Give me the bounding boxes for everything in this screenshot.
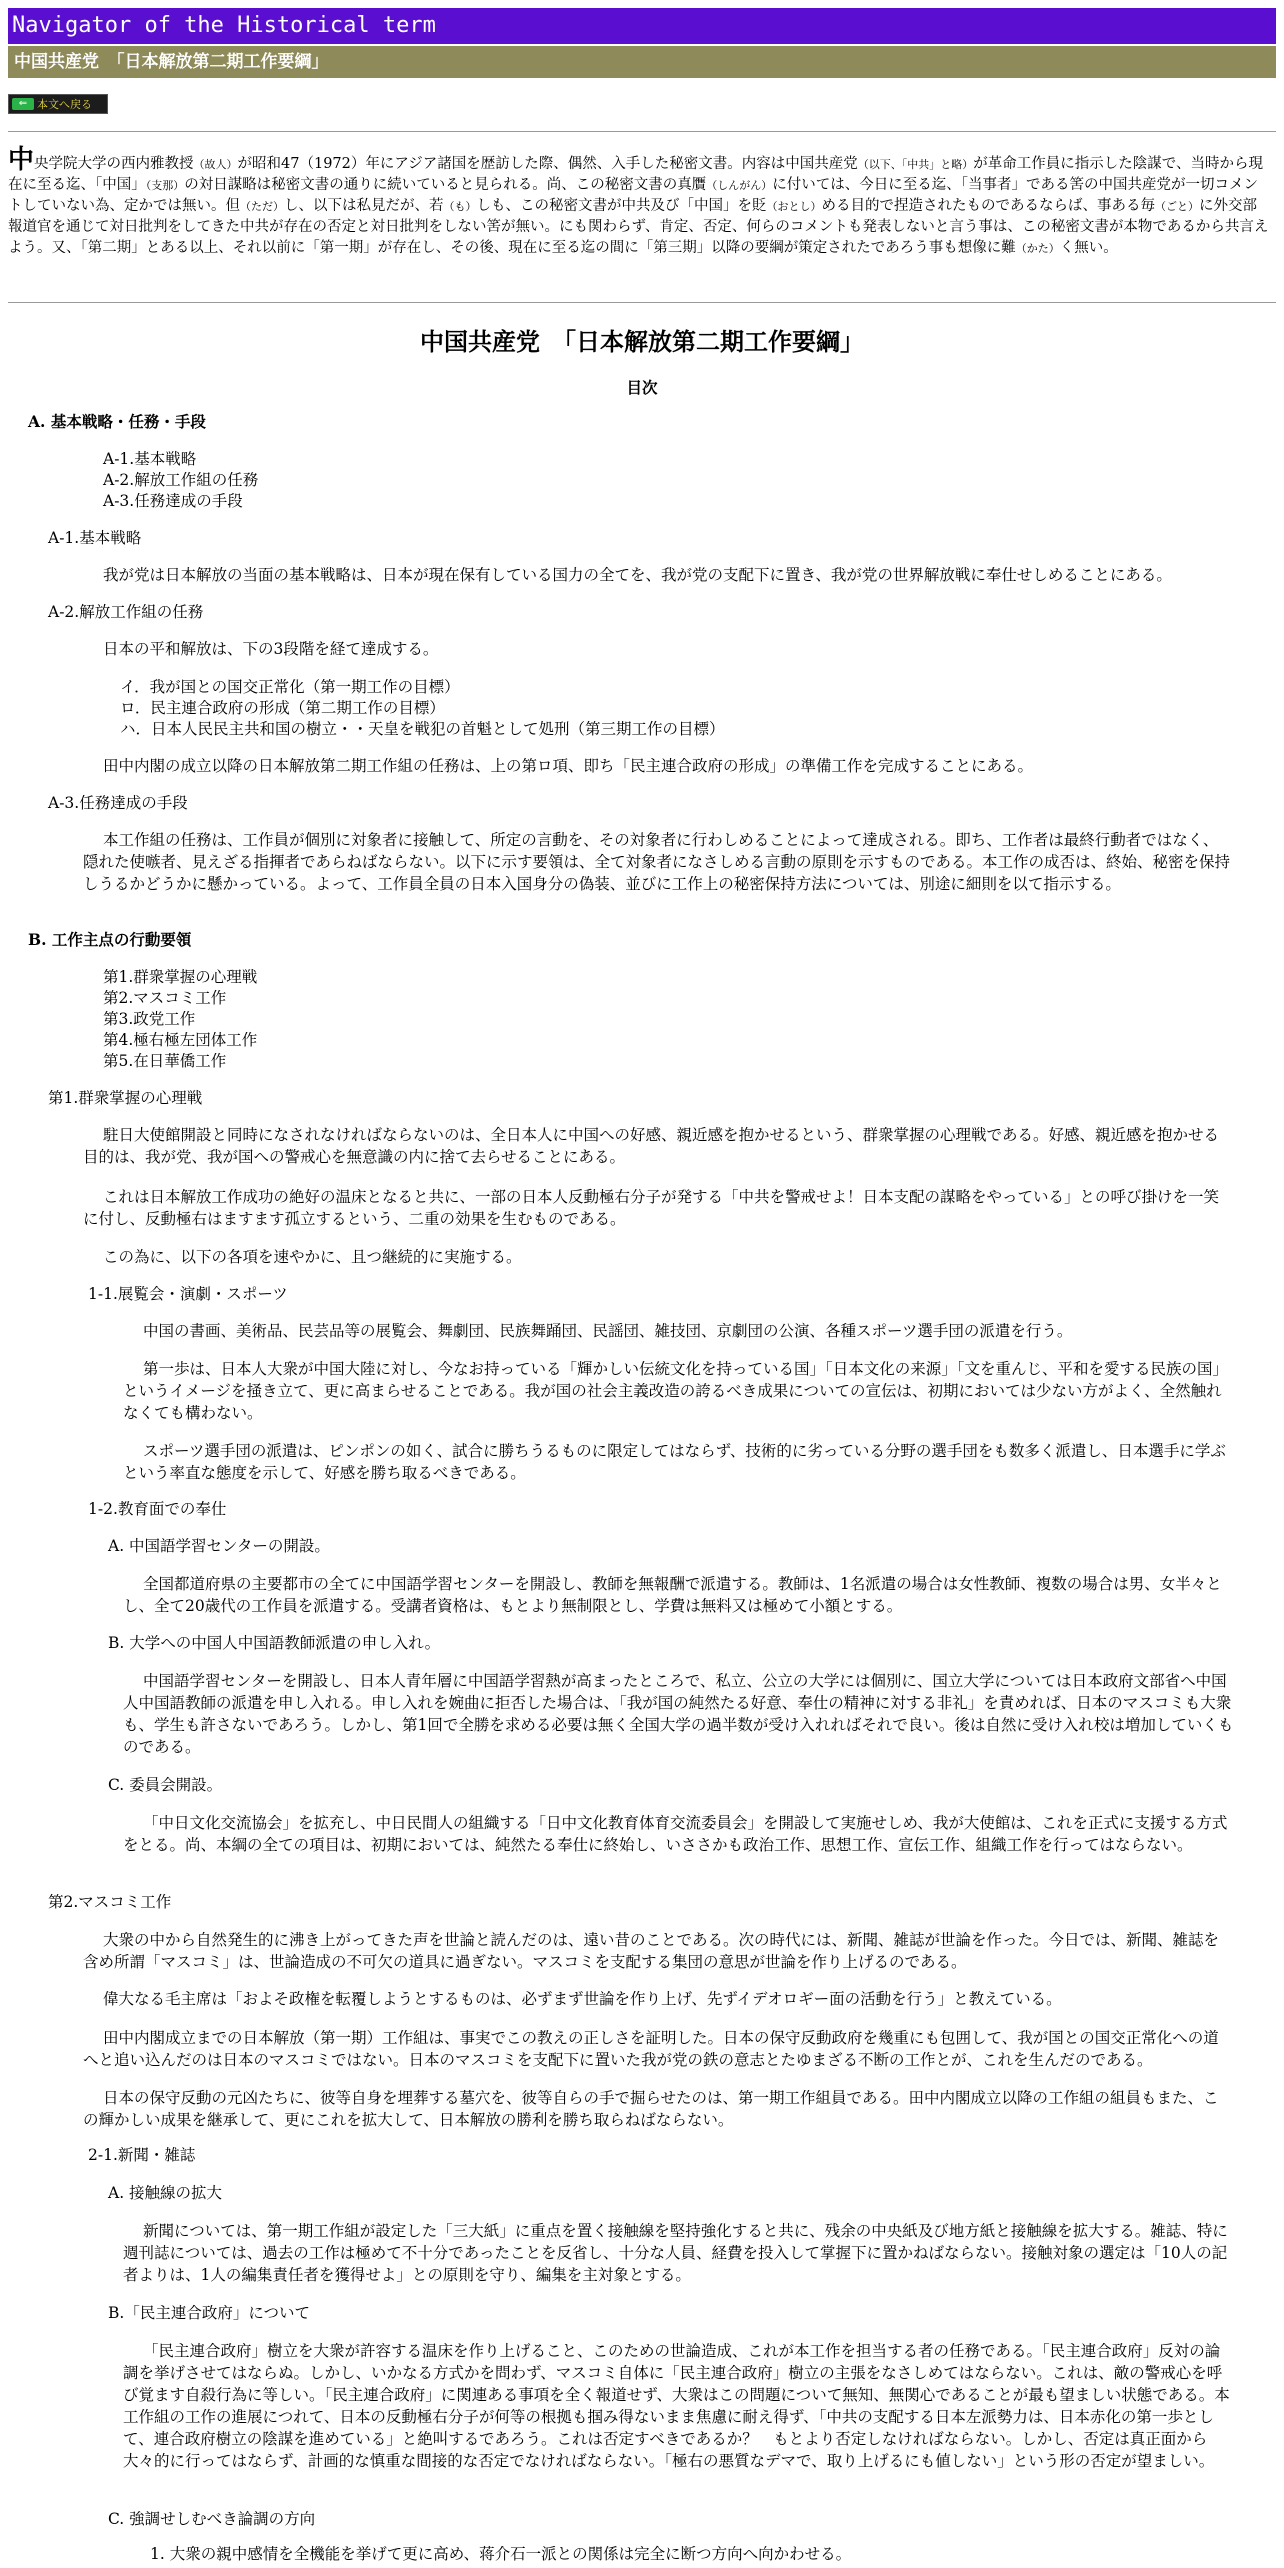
item-heading: C. 委員会開設。	[108, 1776, 223, 1794]
toc-link[interactable]: 第2.マスコミ工作	[103, 989, 227, 1007]
subsection-heading: 1-1.展覧会・演劇・スポーツ	[88, 1285, 288, 1303]
paragraph: 田中内閣の成立以降の日本解放第二期工作組の任務は、上の第ロ項、即ち「民主連合政府の形成」の準備工作を完成することにある。	[103, 757, 1034, 775]
paragraph: これは日本解放工作成功の絶好の温床となると共に、一部の日本人反動極右分子が発する「中共を警戒せよ！日本支配の謀略をやっている」との呼び掛けを一笑に付し、反動極右はますます孤立するという、二重の効果を生むものである。	[83, 1188, 1220, 1228]
item-heading: C. 強調せしむべき論調の方向	[108, 2510, 316, 2528]
toc-link[interactable]: A-2.解放工作組の任務	[103, 471, 259, 489]
item-heading: A. 接触線の拡大	[108, 2184, 223, 2202]
paragraph: 田中内閣成立までの日本解放（第一期）工作組は、事実でこの教えの正しさを証明した。日本の保守反動政府を幾重にも包囲して、我が国との国交正常化への道へと追い込んだのは日本のマスコミではない。日本のマスコミを支配下に置いた我が党の鉄の意志とたゆまざる不断の工作とが、これを生んだのである。	[83, 2029, 1219, 2069]
item-heading: A. 中国語学習センターの開設。	[108, 1537, 330, 1555]
item-heading: B. 大学への中国人中国語教師派遣の申し入れ。	[108, 1634, 441, 1652]
toc-link[interactable]: 第1.群衆掌握の心理戦	[103, 968, 258, 986]
paragraph: 中国の書画、美術品、民芸品等の展覧会、舞劇団、民族舞踊団、民謡団、雑技団、京劇団の公演、各種スポーツ選手団の派遣を行う。	[143, 1322, 1073, 1340]
paragraph: 「中日文化交流協会」を拡充し、中日民間人の組織する「日中文化教育体育交流委員会」を開設して実施せしめ、我が大使館は、これを正式に支援する方式をとる。尚、本綱の全ての項目は、初期においては、純然たる奉仕に終始し、いささかも政治工作、思想工作、宣伝工作、組織工作を行ってはならない。	[123, 1814, 1228, 1854]
paragraph: 大衆の中から自然発生的に沸き上がってきた声を世論と読んだのは、遠い昔のことである。次の時代には、新聞、雑誌が世論を作った。今日では、新聞、雑誌を含め所謂「マスコミ」は、世論造成の不可欠の道具に過ぎない。マスコミを支配する集団の意思が世論を作り上げるのである。	[83, 1931, 1220, 1971]
subsection-heading: A-1.基本戦略	[48, 529, 142, 547]
section-b-heading: B. 工作主点の行動要領	[28, 930, 192, 949]
back-to-main-button[interactable]	[8, 94, 108, 114]
list-item: 1. 大衆の親中感情を全機能を挙げて更に高め、蒋介石一派との関係は完全に断つ方向へ向かわせる。	[150, 2545, 852, 2563]
paragraph: 「民主連合政府」樹立を大衆が許容する温床を作り上げること、このための世論造成、これが本工作を担当する者の任務である。「民主連合政府」反対の論調を挙げさせてはならぬ。しかし、いかなる方式かを問わず、マスコミ自体に「民主連合政府」樹立の主張をなさしめてはならない。これは、敵の警戒心を呼び覚ます自殺行為に等しい。「民主連合政府」に関連ある事項を全く報道せず、大衆はこの問題について無知、無関心であることが最も望ましい状態である。本工作組の工作の進展につれて、日本の反動極右分子が何等の根拠も掴み得ないまま焦慮に耐え得ず、「中共の支配する日本左派勢力は、日本赤化の第一歩として、連合政府樹立の陰謀を進めている」と絶叫するであろう。これは否定すべきであるか？ もとより否定しなければならない。しかし、否定は真正面から大々的に行ってはならず、計画的な慎重な間接的な否定でなければならない。「極右の悪質なデマで、取り上げるにも値しない」という形の否定が望ましい。	[123, 2342, 1230, 2470]
back-arrow-icon: ⇐	[12, 98, 34, 110]
page-subtitle-bar	[8, 46, 1276, 78]
list-item: イ．我が国との国交正常化（第一期工作の目標）	[120, 678, 460, 696]
list-item: ロ．民主連合政府の形成（第二期工作の目標）	[120, 699, 445, 717]
site-title: Navigator of the Historical term	[12, 13, 436, 38]
paragraph: 偉大なる毛主席は「およそ政権を転覆しようとするものは、必ずまず世論を作り上げ、先ずイデオロギー面の活動を行う」と教えている。	[103, 1990, 1062, 2008]
toc-link[interactable]: 第3.政党工作	[103, 1010, 196, 1028]
intro-paragraph: 中央学院大学の西内雅教授（故人）が昭和47（1972）年にアジア諸国を歴訪した際、偶然、入手した秘密文書。内容は中国共産党（以下、「中共」と略）が革命工作員に指示した陰謀で、当時から現在に至る迄、「中国」（支那）の対日謀略は秘密文書の通りに続いていると見られる。尚、この秘密文書の真贋（しんがん）に付いては、今日に至る迄、「当事者」である筈の中国共産党が一切コメントしていない為、定かでは無い。但（ただ）し、以下は私見だが、若（も）しも、この秘密文書が中共及び「中国」を貶（おとし）める目的で捏造されたものであるならば、事ある毎（ごと）に外交部報道官を通じて対日批判をしてきた中共が存在の否定と対日批判をしない筈が無い。にも関わらず、肯定、否定、何らのコメントも発表しないと言う事は、この秘密文書が本物であるから共言えよう。又、「第二期」とある以上、それ以前に「第一期」が存在し、その後、現在に至る迄の間に「第三期」以降の要綱が策定されたであろう事も想像に難（かた）く無い。	[8, 145, 1269, 256]
subsection-heading: 2-1.新聞・雑誌	[88, 2146, 196, 2164]
subsection-heading: 第1.群衆掌握の心理戦	[48, 1089, 203, 1107]
paragraph: 第一歩は、日本人大衆が中国大陸に対し、今なお持っている「輝かしい伝統文化を持っている国」「日本文化の来源」「文を重んじ、平和を愛する民族の国」というイメージを掻き立て、更に高まらせることである。我が国の社会主義改造の誇るべき成果についての宣伝は、初期においては少ない方がよく、全然触れなくても構わない。	[123, 1360, 1229, 1422]
subsection-heading: A-3.任務達成の手段	[48, 794, 188, 812]
paragraph: 日本の保守反動の元凶たちに、彼等自身を埋葬する墓穴を、彼等自らの手で掘らせたのは、第一期工作組員である。田中内閣成立以降の工作組の組員もまた、この輝かしい成果を継承して、更にこれを拡大して、日本解放の勝利を勝ち取らねばならない。	[83, 2089, 1219, 2129]
paragraph: 新聞については、第一期工作組が設定した「三大紙」に重点を置く接触線を堅持強化すると共に、残余の中央紙及び地方紙と接触線を拡大する。雑誌、特に週刊誌については、過去の工作は極めて不十分であったことを反省し、十分な人員、経費を投入して掌握下に置かねばならない。接触対象の選定は「10人の記者よりは、1人の編集責任者を獲得せよ」との原則を守り、編集を主対象とする。	[123, 2222, 1228, 2284]
subsection-heading: A-2.解放工作組の任務	[48, 603, 204, 621]
paragraph: 日本の平和解放は、下の3段階を経て達成する。	[103, 640, 439, 658]
paragraph: 中国語学習センターを開設し、日本人青年層に中国語学習熱が高まったところで、私立、公立の大学には個別に、国立大学については日本政府文部省へ中国人中国語教師の派遣を申し入れる。申し入れを婉曲に拒否した場合は、「我が国の純然たる好意、奉仕の精神に対する非礼」を責めれば、日本のマスコミも大衆も、学生も許さないであろう。しかし、第1回で全勝を求める必要は無く全国大学の過半数が受け入れればそれで良い。後は自然に受け入れ校は増加していくものである。	[123, 1672, 1234, 1756]
toc-link[interactable]: A-3.任務達成の手段	[103, 492, 243, 510]
paragraph: 我が党は日本解放の当面の基本戦略は、日本が現在保有している国力の全てを、我が党の支配下に置き、我が党の世界解放戦に奉仕せしめることにある。	[103, 566, 1172, 584]
item-heading: B.「民主連合政府」について	[108, 2304, 311, 2322]
section-a-heading: A. 基本戦略・任務・手段	[28, 412, 206, 431]
toc-link[interactable]: 第5.在日華僑工作	[103, 1052, 227, 1070]
toc-heading: 目次	[626, 378, 658, 397]
toc-link[interactable]: 第4.極右極左団体工作	[103, 1031, 258, 1049]
subsection-heading: 第2.マスコミ工作	[48, 1893, 172, 1911]
toc-link[interactable]: A-1.基本戦略	[103, 450, 197, 468]
back-button-label: 本文へ戻る	[37, 98, 92, 111]
subsection-heading: 1-2.教育面での奉仕	[88, 1500, 227, 1518]
paragraph: スポーツ選手団の派遣は、ピンポンの如く、試合に勝ちうるものに限定してはならず、技術的に劣っている分野の選手団をも数多く派遣し、日本選手に学ぶという率直な態度を示して、好感を勝ち取るべきである。	[123, 1442, 1226, 1482]
list-item: ハ．日本人民民主共和国の樹立・・天皇を戦犯の首魁として処刑（第三期工作の目標）	[120, 720, 725, 738]
paragraph: 本工作組の任務は、工作員が個別に対象者に接触して、所定の言動を、その対象者に行わしめることによって達成される。即ち、工作者は最終行動者ではなく、隠れた使嗾者、見えざる指揮者であらねばならない。以下に示す要領は、全て対象者になさしめる言動の原則を示すものである。本工作の成否は、終始、秘密を保持しうるかどうかに懸かっている。よって、工作員全員の日本入国身分の偽装、並びに工作上の秘密保持方法については、別途に細則を以て指示する。	[83, 831, 1231, 893]
drop-cap: 中	[8, 145, 35, 175]
divider	[8, 302, 1276, 303]
page-subtitle: 中国共産党 「日本解放第二期工作要綱」	[14, 52, 329, 72]
paragraph: この為に、以下の各項を速やかに、且つ継続的に実施する。	[103, 1248, 522, 1266]
site-title-bar	[8, 8, 1276, 44]
paragraph: 駐日大使館開設と同時になされなければならないのは、全日本人に中国への好感、親近感を抱かせるという、群衆掌握の心理戦である。好感、親近感を抱かせる目的は、我が党、我が国への警戒心を無意識の内に捨て去らせることにある。	[83, 1126, 1220, 1166]
paragraph: 全国都道府県の主要都市の全てに中国語学習センターを開設し、教師を無報酬で派遣する。教師は、1名派遣の場合は女性教師、複数の場合は男、女半々とし、全て20歳代の工作員を派遣する。受講者資格は、もとより無制限とし、学費は無料又は極めて小額とする。	[123, 1575, 1222, 1615]
document-title: 中国共産党 「日本解放第二期工作要綱」	[420, 327, 864, 356]
divider	[8, 131, 1276, 132]
